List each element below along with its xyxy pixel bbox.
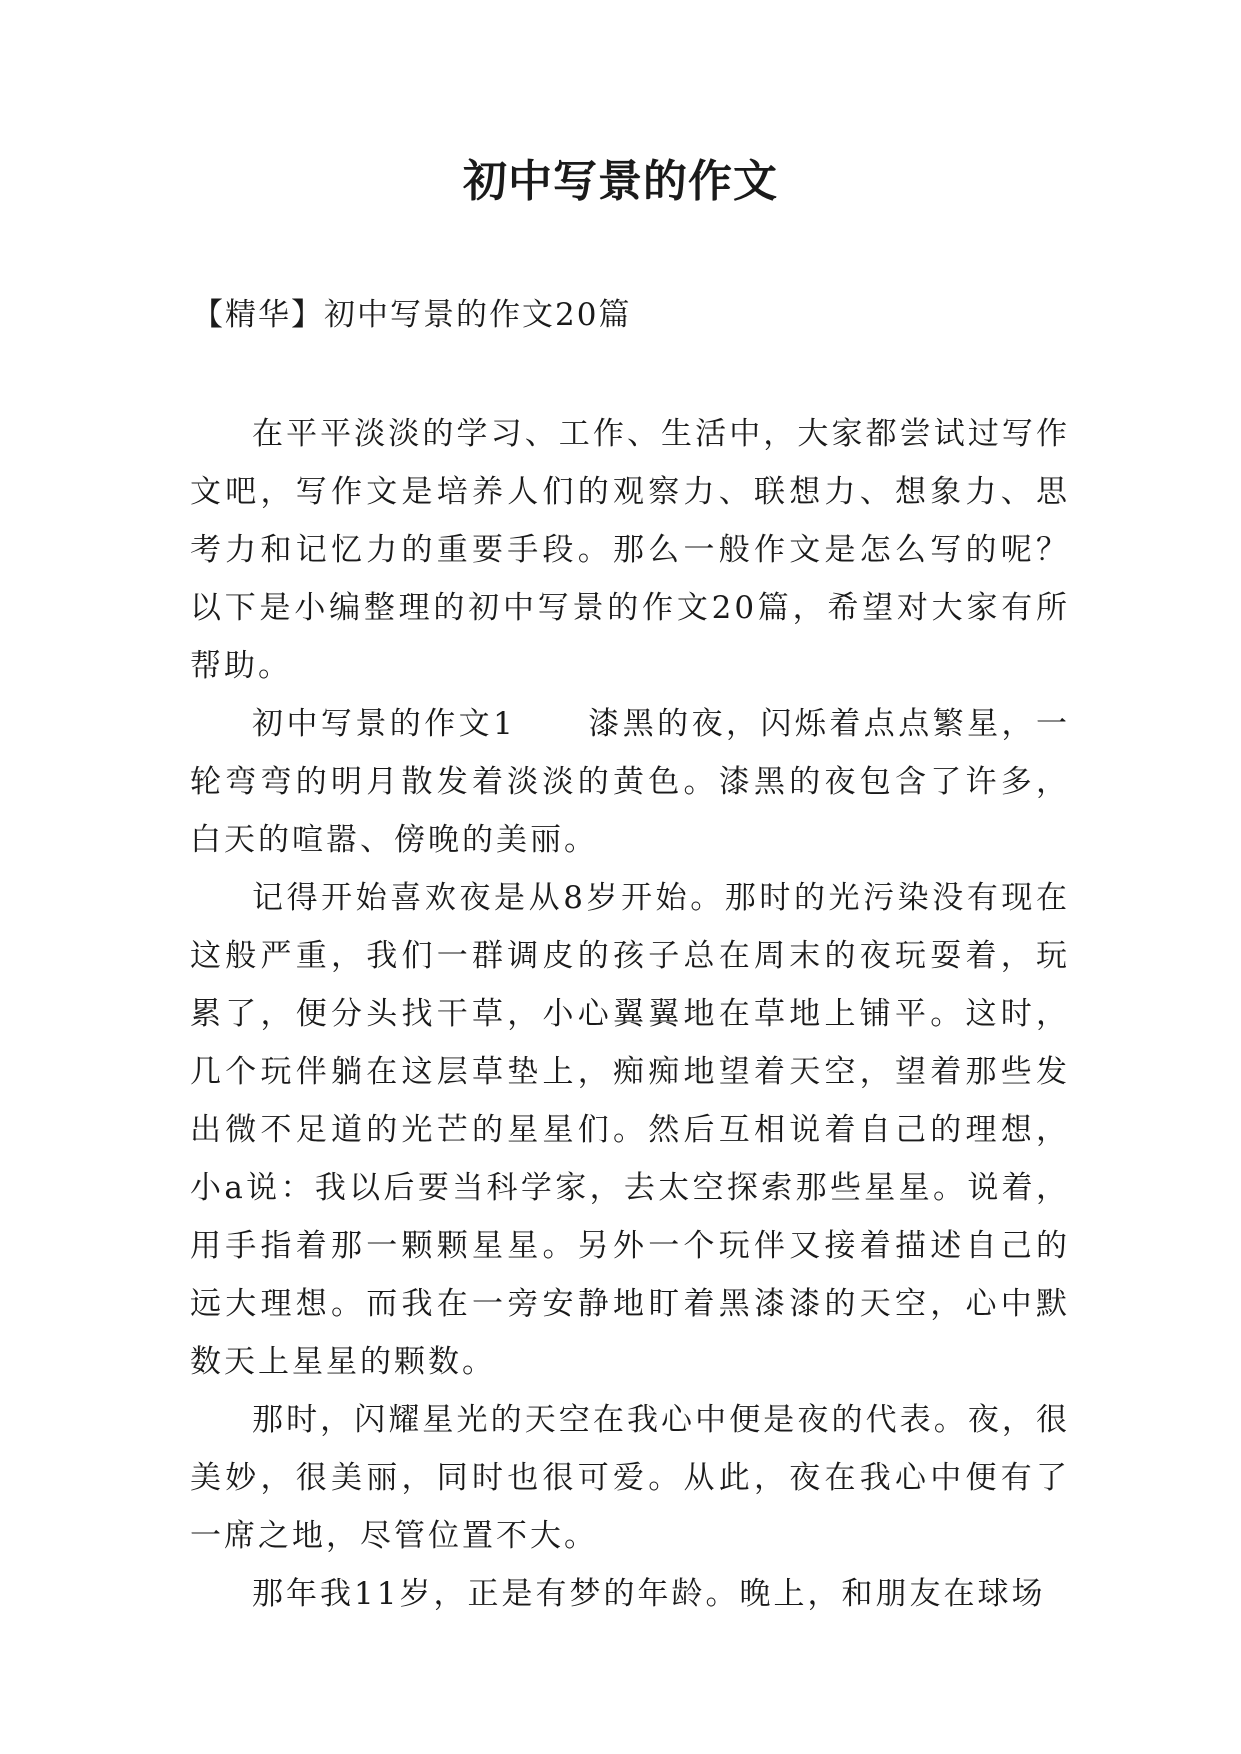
essay-1-heading: 初中写景的作文1 [252, 706, 516, 742]
body-paragraph: 那年我11岁，正是有梦的年龄。晚上，和朋友在球场 [252, 1576, 1046, 1612]
body-paragraph: 那时，闪耀星光的天空在我心中便是夜的代表。夜，很美妙，很美丽，同时也很可爱。从此，夜在我心中便有了一席之地，尽管位置不大。 [190, 1402, 1070, 1554]
essay-1-opening-paragraph [190, 695, 1070, 869]
essay-1-first-text: 漆黑的夜，闪烁着点点繁星，一轮弯弯的明月散发着淡淡的黄色。漆黑的夜包含了许多，白天的喧嚣、傍晚的美丽。 [190, 706, 1070, 858]
document-body [190, 405, 1070, 1623]
body-paragraph: 记得开始喜欢夜是从8岁开始。那时的光污染没有现在这般严重，我们一群调皮的孩子总在周末的夜玩耍着，玩累了，便分头找干草，小心翼翼地在草地上铺平。这时，几个玩伴躺在这层草垫上，痴痴地望着天空，望着那些发出微不足道的光芒的星星们。然后互相说着自己的理想，小a说：我以后要当科学家，去太空探索那些星星。说着，用手指着那一颗颗星星。另外一个玩伴又接着描述自己的远大理想。而我在一旁安静地盯着黑漆漆的天空，心中默数天上星星的颗数。 [190, 880, 1070, 1380]
document-subtitle: 【精华】初中写景的作文20篇 [192, 297, 632, 333]
intro-paragraph: 在平平淡淡的学习、工作、生活中，大家都尝试过写作文吧，写作文是培养人们的观察力、联想力、想象力、思考力和记忆力的重要手段。那么一般作文是怎么写的呢？以下是小编整理的初中写景的作文20篇，希望对大家有所帮助。 [190, 416, 1070, 684]
document-title: 初中写景的作文 [463, 156, 778, 207]
